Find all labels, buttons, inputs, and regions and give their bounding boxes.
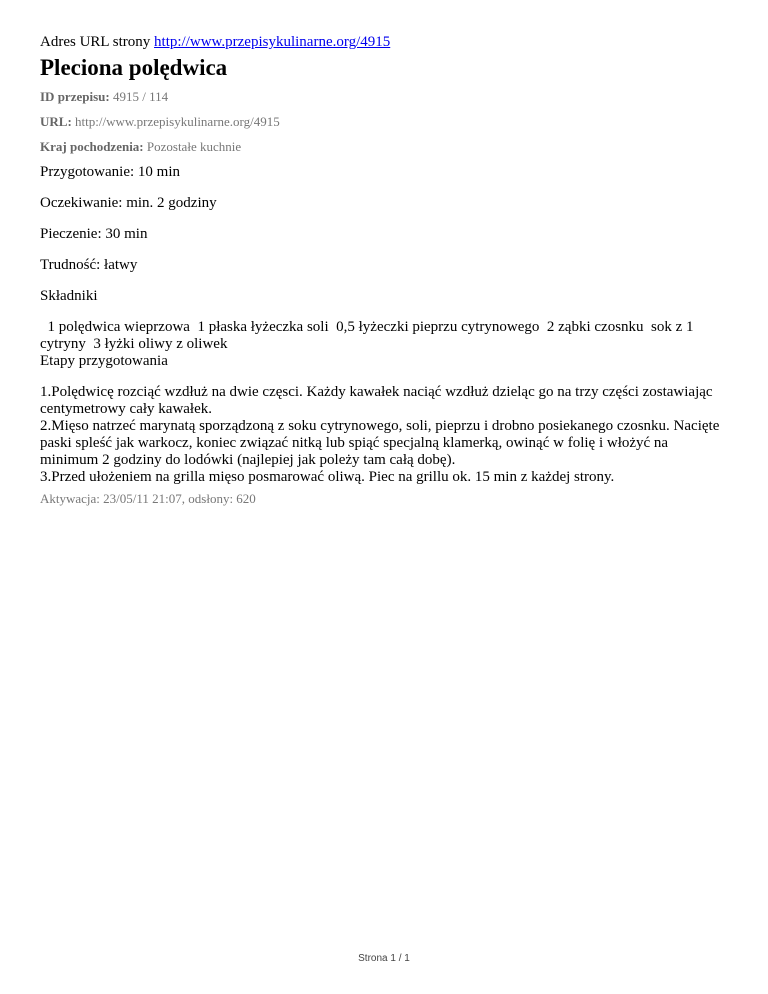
steps-list bbox=[40, 384, 730, 486]
recipe-id-line bbox=[40, 89, 730, 104]
waiting-time: Oczekiwanie: min. 2 godziny bbox=[40, 195, 217, 211]
step-item: 2.Mięso natrzeć marynatą sporządzoną z soku cytrynowego, soli, pieprzu i drobno posiekanego czosnku. Nacięte paski spleść jak warkocz, koniec związać nitką lub spiąć specjalną klamerką, owinąć w folię i włożyć na minimum 2 godziny do lodówki (najlepiej jak poleży tam całą dobę). bbox=[40, 418, 720, 468]
step-item: 1.Polędwicę rozciąć wzdłuż na dwie częsci. Każdy kawałek naciąć wzdłuż dzieląc go na trzy części zostawiając centymetrowy cały kawałek. bbox=[40, 384, 713, 417]
step-item: 3.Przed ułożeniem na grilla mięso posmarować oliwą. Piec na grillu ok. 15 min z każdej strony. bbox=[40, 469, 615, 485]
recipe-url-value: http://www.przepisykulinarne.org/4915 bbox=[75, 114, 280, 129]
page-number: Strona 1 / 1 bbox=[358, 953, 410, 964]
recipe-id-label: ID przepisu: bbox=[40, 89, 110, 104]
recipe-id-value: 4915 / 114 bbox=[112, 89, 169, 104]
recipe-country-line bbox=[40, 139, 730, 154]
recipe-country-label: Kraj pochodzenia: bbox=[40, 139, 144, 154]
ingredients-heading: Składniki bbox=[40, 288, 98, 304]
page-url-link[interactable]: http://www.przepisykulinarne.org/4915 bbox=[154, 34, 391, 50]
activation-info: Aktywacja: 23/05/11 21:07, odsłony: 620 bbox=[40, 491, 256, 506]
baking-time: Pieczenie: 30 min bbox=[40, 226, 148, 242]
document-page bbox=[40, 0, 730, 506]
recipe-url-label: URL: bbox=[40, 114, 72, 129]
preparation-time: Przygotowanie: 10 min bbox=[40, 164, 180, 180]
recipe-title: Pleciona polędwica bbox=[40, 55, 228, 80]
page-url-label: Adres URL strony bbox=[40, 34, 151, 50]
recipe-url-line bbox=[40, 114, 730, 129]
difficulty: Trudność: łatwy bbox=[40, 257, 138, 273]
recipe-country-value: Pozostałe kuchnie bbox=[146, 139, 242, 154]
page-url-line bbox=[40, 34, 730, 51]
steps-heading: Etapy przygotowania bbox=[40, 353, 168, 369]
ingredients-list: 1 polędwica wieprzowa 1 płaska łyżeczka soli 0,5 łyżeczki pieprzu cytrynowego 2 ząbki czosnku sok z 1 cytryny 3 łyżki oliwy z oliwek bbox=[40, 319, 698, 352]
